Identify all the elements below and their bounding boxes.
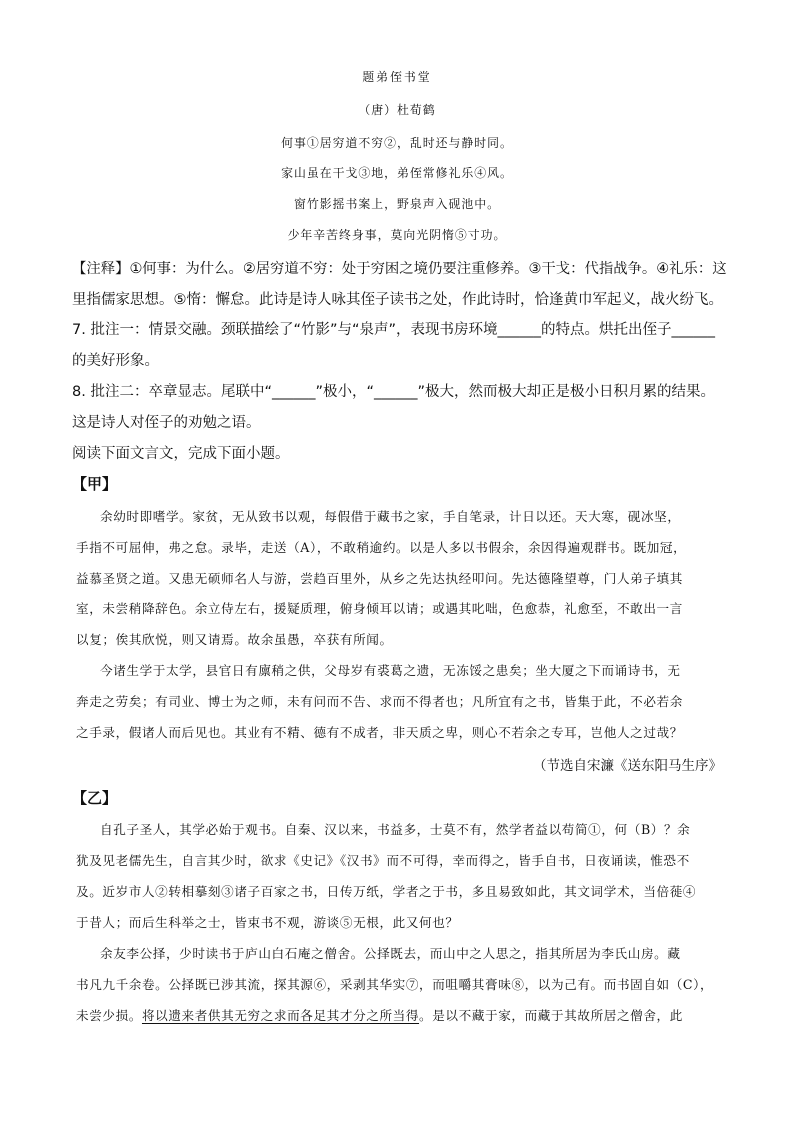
section-jia-header: 【甲】 [72, 475, 118, 493]
question-8-line-1: 8. 批注二：卒章显志。尾联中“______”极小，“______”极大，然而极大却正是极小日积月累的结果。 [72, 384, 715, 400]
yi-line-1: 自孔子圣人，其学必始于观书。自秦、汉以来，书益多，士莫不有，然学者益以苟简①，何（B）？余 [100, 822, 691, 837]
jia-line-5: 以复；俟其欣悦，则又请焉。故余虽愚，卒获有所闻。 [76, 632, 393, 647]
notes-line-1: 【注释】①何事：为什么。②居穷道不穷：处于穷困之境仍要注重修养。③干戈：代指战争。④礼乐：这 [72, 261, 727, 277]
poem-title: 题弟侄书堂 [362, 70, 432, 84]
yi-line-7-end: 。是以不藏于家，而藏于其故所居之僧舍，此 [419, 1008, 683, 1023]
jia-source: （节选自宋濂《送东阳马生序》 [533, 758, 722, 774]
jia-line-1: 余幼时即嗜学。家贫，无从致书以观，每假借于藏书之家，手自笔录，计日以还。天大寒，砚冰坚， [100, 509, 681, 524]
yi-line-4: 于昔人；而后生科举之士，皆束书不观，游谈⑤无根，此又何也？ [76, 915, 459, 930]
question-7-line-2: 的美好形象。 [72, 353, 159, 369]
jia-line-6: 今诸生学于太学，县官日有廪稍之供，父母岁有裘葛之遗，无冻馁之患矣；坐大厦之下而诵诗书，无 [100, 663, 681, 678]
notes-line-2: 里指儒家思想。⑤惰：懈怠。此诗是诗人咏其侄子读书之处，作此诗时，恰逢黄巾军起义，战火纷飞。 [72, 292, 723, 308]
question-7-line-1: 7. 批注一：情景交融。颈联描绘了“竹影”与“泉声”，表现书房环境______的特点。烘托出侄子______ [72, 322, 715, 338]
yi-line-3: 及。近岁市人②转相摹刻③诸子百家之书，日传万纸，学者之于书，多且易致如此，其文词学术，当倍蓰④ [76, 884, 697, 899]
jia-line-3: 益慕圣贤之道。又患无硕师名人与游，尝趋百里外，从乡之先达执经叩问。先达德隆望尊，门人弟子填其 [76, 571, 683, 586]
poem-line-1: 何事①居穷道不穷②，乱时还与静时同。 [281, 136, 513, 150]
reading-instruction: 阅读下面文言文，完成下面小题。 [72, 446, 290, 462]
yi-underlined-sentence: 将以遗来者供其无穷之求而各足其才分之所当得 [141, 1008, 420, 1023]
poem-author: （唐）杜荀鹤 [358, 103, 436, 117]
jia-line-2: 手指不可屈伸，弗之怠。录毕，走送（A），不敢稍逾约。以是人多以书假余，余因得遍观群书。既加冠， [76, 540, 687, 555]
jia-line-8: 之手录，假诸人而后见也。其业有不精、德有不成者，非天质之卑，则心不若余之专耳，岂他人之过哉？ [76, 725, 683, 740]
yi-line-7-start: 未尝少损。 [76, 1008, 142, 1023]
yi-line-6: 书凡九千余卷。公择既已涉其流，探其源⑥，采剥其华实⑦，而咀嚼其膏味⑧，以为己有。而书固自如（C）， [76, 977, 714, 992]
jia-line-7: 奔走之劳矣；有司业、博士为之师，未有问而不告、求而不得者也；凡所宜有之书，皆集于此，不必若余 [76, 694, 683, 709]
poem-line-2: 家山虽在干戈③地，弟侄常修礼乐④风。 [281, 166, 513, 180]
poem-line-4: 少年辛苦终身事，莫向光阴惰⑤寸功。 [287, 228, 507, 242]
question-8-line-2: 这是诗人对侄子的劝勉之语。 [72, 415, 261, 431]
yi-line-7 [76, 1005, 683, 1024]
yi-line-2: 犹及见老儒先生，自言其少时，欲求《史记》《汉书》而不可得，幸而得之，皆手自书，日夜诵读，惟恐不 [76, 853, 690, 868]
poem-line-3: 窗竹影摇书案上，野泉声入砚池中。 [294, 197, 500, 211]
jia-line-4: 室，未尝稍降辞色。余立侍左右，援疑质理，俯身倾耳以请；或遇其叱咄，色愈恭，礼愈至，不敢出一言 [76, 601, 683, 616]
yi-line-5: 余友李公择，少时读书于庐山白石庵之僧舍。公择既去，而山中之人思之，指其所居为李氏山房。藏 [100, 946, 681, 961]
section-yi-header: 【乙】 [72, 789, 118, 807]
